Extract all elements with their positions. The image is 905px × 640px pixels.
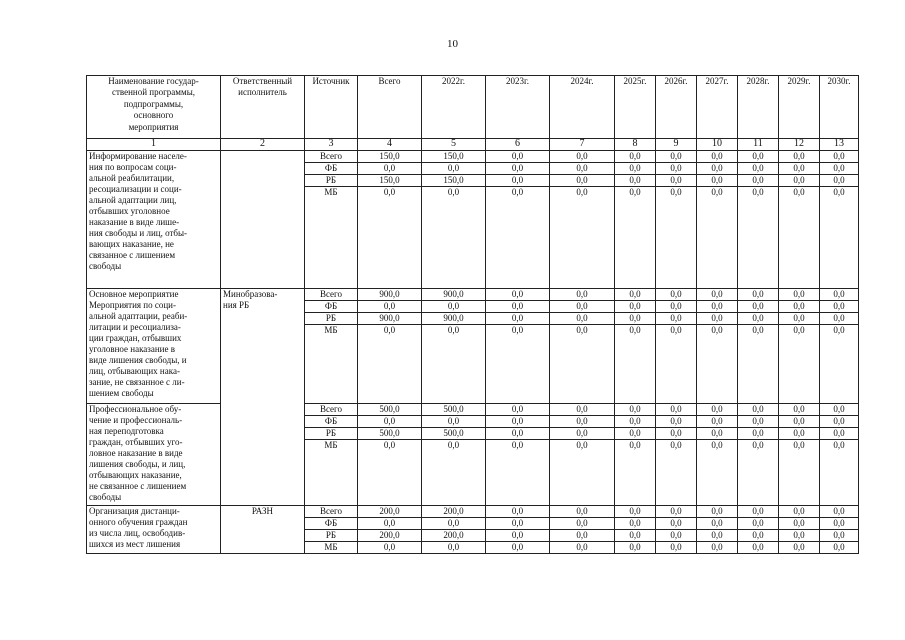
value-cell: 0,0 xyxy=(697,313,738,325)
value-cell: 0,0 xyxy=(358,440,422,506)
value-cell: 0,0 xyxy=(779,428,820,440)
column-number: 3 xyxy=(305,139,358,151)
value-cell: 0,0 xyxy=(422,518,486,530)
value-cell: 0,0 xyxy=(656,530,697,542)
value-cell: 0,0 xyxy=(738,416,779,428)
header-year: 2024г. xyxy=(550,76,615,139)
value-cell: 0,0 xyxy=(779,440,820,506)
header-name-line: ственной программы, xyxy=(111,87,195,98)
column-number: 1 xyxy=(87,139,221,151)
value-cell: 0,0 xyxy=(738,313,779,325)
value-cell: 150,0 xyxy=(358,151,422,163)
value-cell: 0,0 xyxy=(615,187,656,289)
value-cell: 0,0 xyxy=(486,416,550,428)
value-cell: 0,0 xyxy=(697,530,738,542)
value-cell: 0,0 xyxy=(697,404,738,416)
column-number: 6 xyxy=(486,139,550,151)
value-cell: 0,0 xyxy=(486,404,550,416)
value-cell: 0,0 xyxy=(550,404,615,416)
source-cell: ФБ xyxy=(305,301,358,313)
value-cell: 0,0 xyxy=(615,325,656,404)
value-cell: 0,0 xyxy=(550,530,615,542)
value-cell: 0,0 xyxy=(358,518,422,530)
header-responsible xyxy=(221,76,305,139)
header-year: 2028г. xyxy=(738,76,779,139)
column-number: 13 xyxy=(820,139,859,151)
value-cell: 0,0 xyxy=(697,440,738,506)
column-number: 5 xyxy=(422,139,486,151)
responsible-line: РАЗН xyxy=(251,506,274,516)
table-row xyxy=(87,151,859,163)
activity-name-line: литации и ресоциализа- xyxy=(89,322,181,332)
activity-name-line: шихся из мест лишения xyxy=(89,539,181,549)
value-cell: 0,0 xyxy=(779,416,820,428)
source-cell: РБ xyxy=(305,428,358,440)
value-cell: 0,0 xyxy=(738,325,779,404)
value-cell: 0,0 xyxy=(820,187,859,289)
source-cell: ФБ xyxy=(305,518,358,530)
value-cell: 150,0 xyxy=(422,175,486,187)
value-cell: 0,0 xyxy=(820,404,859,416)
value-cell: 0,0 xyxy=(422,163,486,175)
value-cell: 0,0 xyxy=(656,163,697,175)
column-number: 9 xyxy=(656,139,697,151)
value-cell: 0,0 xyxy=(550,313,615,325)
value-cell: 0,0 xyxy=(738,506,779,518)
value-cell: 0,0 xyxy=(820,428,859,440)
header-name-line: Наименование государ- xyxy=(108,76,199,86)
value-cell: 0,0 xyxy=(738,428,779,440)
header-row xyxy=(87,76,859,139)
value-cell: 0,0 xyxy=(615,416,656,428)
value-cell: 0,0 xyxy=(550,163,615,175)
value-cell: 0,0 xyxy=(779,404,820,416)
value-cell: 0,0 xyxy=(358,301,422,313)
value-cell: 0,0 xyxy=(738,175,779,187)
value-cell: 0,0 xyxy=(779,151,820,163)
value-cell: 0,0 xyxy=(697,151,738,163)
value-cell: 0,0 xyxy=(820,175,859,187)
value-cell: 0,0 xyxy=(550,428,615,440)
value-cell: 500,0 xyxy=(422,428,486,440)
value-cell: 0,0 xyxy=(615,289,656,301)
activity-name-line: ния по вопросам соци- xyxy=(89,162,177,172)
source-cell: МБ xyxy=(305,542,358,554)
value-cell: 0,0 xyxy=(820,542,859,554)
responsible-cell xyxy=(221,151,305,289)
value-cell: 0,0 xyxy=(550,506,615,518)
activity-name-line: Профессиональное обу- xyxy=(89,404,182,414)
value-cell: 0,0 xyxy=(656,289,697,301)
table-row xyxy=(87,506,859,518)
value-cell: 0,0 xyxy=(738,289,779,301)
value-cell: 0,0 xyxy=(422,301,486,313)
value-cell: 0,0 xyxy=(486,187,550,289)
value-cell: 0,0 xyxy=(550,175,615,187)
value-cell: 0,0 xyxy=(779,313,820,325)
column-number: 4 xyxy=(358,139,422,151)
activity-name-line: виде лишения свободы, и xyxy=(89,355,187,365)
value-cell: 0,0 xyxy=(550,289,615,301)
value-cell: 0,0 xyxy=(550,151,615,163)
source-cell: Всего xyxy=(305,506,358,518)
value-cell: 0,0 xyxy=(779,187,820,289)
value-cell: 0,0 xyxy=(738,530,779,542)
value-cell: 0,0 xyxy=(656,440,697,506)
value-cell: 0,0 xyxy=(656,325,697,404)
value-cell: 0,0 xyxy=(486,151,550,163)
value-cell: 0,0 xyxy=(486,313,550,325)
activity-name-line: свободы xyxy=(89,492,122,502)
value-cell: 0,0 xyxy=(697,289,738,301)
responsible-cell xyxy=(221,506,305,554)
activity-name-line: Мероприятия по соци- xyxy=(89,300,176,310)
value-cell: 0,0 xyxy=(615,428,656,440)
value-cell: 500,0 xyxy=(358,428,422,440)
responsible-line: ния РБ xyxy=(223,300,250,310)
header-name xyxy=(87,76,221,139)
value-cell: 0,0 xyxy=(550,440,615,506)
value-cell: 0,0 xyxy=(615,440,656,506)
value-cell: 0,0 xyxy=(779,518,820,530)
activity-name-cell xyxy=(87,289,221,404)
activity-name-line: связанное с лишением xyxy=(89,250,176,260)
value-cell: 0,0 xyxy=(615,151,656,163)
source-cell: РБ xyxy=(305,313,358,325)
value-cell: 0,0 xyxy=(820,416,859,428)
value-cell: 0,0 xyxy=(820,530,859,542)
activity-name-line: вающих наказание, не xyxy=(89,239,174,249)
value-cell: 0,0 xyxy=(656,151,697,163)
responsible-cell xyxy=(221,289,305,506)
value-cell: 0,0 xyxy=(738,542,779,554)
responsible-line: Минобразова- xyxy=(223,289,278,299)
value-cell: 0,0 xyxy=(820,313,859,325)
value-cell: 0,0 xyxy=(486,518,550,530)
value-cell: 0,0 xyxy=(422,325,486,404)
value-cell: 0,0 xyxy=(422,440,486,506)
value-cell: 0,0 xyxy=(486,530,550,542)
activity-name-cell xyxy=(87,506,221,554)
value-cell: 0,0 xyxy=(358,187,422,289)
value-cell: 0,0 xyxy=(656,404,697,416)
value-cell: 0,0 xyxy=(779,530,820,542)
value-cell: 0,0 xyxy=(486,289,550,301)
value-cell: 0,0 xyxy=(615,530,656,542)
value-cell: 0,0 xyxy=(738,440,779,506)
activity-name-line: ния свободы и лиц, отбы- xyxy=(89,228,188,238)
value-cell: 0,0 xyxy=(697,301,738,313)
activity-name-line: Организация дистанци- xyxy=(89,506,180,516)
header-year: 2022г. xyxy=(422,76,486,139)
value-cell: 150,0 xyxy=(358,175,422,187)
value-cell: 0,0 xyxy=(486,325,550,404)
value-cell: 0,0 xyxy=(656,187,697,289)
value-cell: 0,0 xyxy=(779,163,820,175)
value-cell: 0,0 xyxy=(697,187,738,289)
activity-name-cell xyxy=(87,404,221,506)
value-cell: 0,0 xyxy=(615,301,656,313)
value-cell: 0,0 xyxy=(422,187,486,289)
activity-name-line: лишения свободы, и лиц, xyxy=(89,459,186,469)
value-cell: 0,0 xyxy=(738,518,779,530)
activity-name-line: Основное мероприятие xyxy=(89,289,179,299)
value-cell: 0,0 xyxy=(820,151,859,163)
value-cell: 0,0 xyxy=(422,416,486,428)
value-cell: 0,0 xyxy=(358,163,422,175)
value-cell: 150,0 xyxy=(422,151,486,163)
activity-name-line: граждан, отбывших уго- xyxy=(89,437,183,447)
value-cell: 0,0 xyxy=(738,404,779,416)
activity-name-line: альной адаптации лиц, xyxy=(89,195,177,205)
value-cell: 0,0 xyxy=(779,289,820,301)
activity-name-line: ная переподготовка xyxy=(89,426,164,436)
value-cell: 0,0 xyxy=(656,428,697,440)
value-cell: 0,0 xyxy=(697,416,738,428)
column-number-row xyxy=(87,139,859,151)
activity-name-line: ресоциализации и соци- xyxy=(89,184,182,194)
activity-name-line: Информирование населе- xyxy=(89,151,187,161)
column-number: 11 xyxy=(738,139,779,151)
value-cell: 0,0 xyxy=(738,163,779,175)
value-cell: 0,0 xyxy=(550,187,615,289)
column-number: 12 xyxy=(779,139,820,151)
value-cell: 0,0 xyxy=(422,542,486,554)
value-cell: 0,0 xyxy=(358,416,422,428)
column-number: 8 xyxy=(615,139,656,151)
value-cell: 0,0 xyxy=(550,325,615,404)
activity-name-line: отбывших уголовное xyxy=(89,206,170,216)
value-cell: 0,0 xyxy=(615,163,656,175)
source-cell: РБ xyxy=(305,175,358,187)
activity-name-line: отбывающих наказание, xyxy=(89,470,182,480)
header-year: 2030г. xyxy=(820,76,859,139)
header-name-line: основного xyxy=(133,110,174,121)
value-cell: 0,0 xyxy=(697,428,738,440)
value-cell: 0,0 xyxy=(697,163,738,175)
source-cell: МБ xyxy=(305,440,358,506)
header-year: 2029г. xyxy=(779,76,820,139)
source-cell: ФБ xyxy=(305,416,358,428)
header-source: Источник xyxy=(305,76,358,139)
activity-name-line: уголовное наказание в xyxy=(89,344,175,354)
value-cell: 0,0 xyxy=(486,428,550,440)
value-cell: 0,0 xyxy=(615,518,656,530)
value-cell: 0,0 xyxy=(656,313,697,325)
value-cell: 0,0 xyxy=(656,301,697,313)
table-row xyxy=(87,404,859,416)
value-cell: 0,0 xyxy=(697,518,738,530)
activity-name-line: лиц, отбывающих нака- xyxy=(89,366,180,376)
value-cell: 900,0 xyxy=(358,313,422,325)
value-cell: 0,0 xyxy=(779,542,820,554)
value-cell: 0,0 xyxy=(656,175,697,187)
value-cell: 900,0 xyxy=(422,313,486,325)
value-cell: 0,0 xyxy=(820,163,859,175)
source-cell: Всего xyxy=(305,404,358,416)
activity-name-line: ловное наказание в виде xyxy=(89,448,183,458)
activity-name-line: альной реабилитации, xyxy=(89,173,175,183)
value-cell: 200,0 xyxy=(358,530,422,542)
value-cell: 0,0 xyxy=(656,416,697,428)
value-cell: 0,0 xyxy=(656,506,697,518)
activity-name-line: зание, не связанное с ли- xyxy=(89,377,185,387)
header-year: 2026г. xyxy=(656,76,697,139)
value-cell: 0,0 xyxy=(486,440,550,506)
value-cell: 0,0 xyxy=(738,151,779,163)
value-cell: 0,0 xyxy=(486,542,550,554)
value-cell: 0,0 xyxy=(779,325,820,404)
table-row xyxy=(87,289,859,301)
value-cell: 500,0 xyxy=(358,404,422,416)
page-number: 10 xyxy=(447,38,458,50)
value-cell: 0,0 xyxy=(615,542,656,554)
header-total: Всего xyxy=(358,76,422,139)
value-cell: 900,0 xyxy=(358,289,422,301)
source-cell: Всего xyxy=(305,151,358,163)
value-cell: 0,0 xyxy=(697,506,738,518)
header-responsible-line: исполнитель xyxy=(238,87,287,98)
activity-name-line: альной адаптации, реаби- xyxy=(89,311,188,321)
value-cell: 500,0 xyxy=(422,404,486,416)
value-cell: 0,0 xyxy=(697,175,738,187)
value-cell: 0,0 xyxy=(820,440,859,506)
source-cell: ФБ xyxy=(305,163,358,175)
header-responsible-line: Ответственный xyxy=(232,76,293,86)
value-cell: 0,0 xyxy=(358,325,422,404)
value-cell: 0,0 xyxy=(656,542,697,554)
budget-table xyxy=(86,75,859,554)
value-cell: 0,0 xyxy=(486,163,550,175)
activity-name-line: ции граждан, отбывших xyxy=(89,333,182,343)
source-cell: РБ xyxy=(305,530,358,542)
activity-name-line: не связанное с лишением xyxy=(89,481,187,491)
value-cell: 0,0 xyxy=(820,325,859,404)
value-cell: 0,0 xyxy=(820,518,859,530)
value-cell: 200,0 xyxy=(422,530,486,542)
value-cell: 0,0 xyxy=(615,404,656,416)
column-number: 10 xyxy=(697,139,738,151)
activity-name-line: шением свободы xyxy=(89,388,154,398)
value-cell: 0,0 xyxy=(486,301,550,313)
value-cell: 0,0 xyxy=(486,175,550,187)
source-cell: Всего xyxy=(305,289,358,301)
value-cell: 0,0 xyxy=(615,313,656,325)
value-cell: 0,0 xyxy=(615,175,656,187)
activity-name-line: из числа лиц, освободив- xyxy=(89,528,186,538)
value-cell: 0,0 xyxy=(779,506,820,518)
activity-name-line: свободы xyxy=(89,261,122,271)
column-number: 7 xyxy=(550,139,615,151)
header-year: 2027г. xyxy=(697,76,738,139)
value-cell: 0,0 xyxy=(550,301,615,313)
header-name-line: мероприятия xyxy=(128,121,179,132)
column-number: 2 xyxy=(221,139,305,151)
value-cell: 0,0 xyxy=(697,325,738,404)
header-name-line: подпрограммы, xyxy=(123,98,184,109)
value-cell: 0,0 xyxy=(550,416,615,428)
activity-name-line: наказание в виде лише- xyxy=(89,217,180,227)
table-body xyxy=(87,151,859,554)
value-cell: 0,0 xyxy=(358,542,422,554)
source-cell: МБ xyxy=(305,187,358,289)
value-cell: 0,0 xyxy=(486,506,550,518)
value-cell: 0,0 xyxy=(615,506,656,518)
activity-name-line: чение и профессиональ- xyxy=(89,415,183,425)
value-cell: 900,0 xyxy=(422,289,486,301)
value-cell: 0,0 xyxy=(697,542,738,554)
value-cell: 0,0 xyxy=(820,289,859,301)
value-cell: 0,0 xyxy=(738,187,779,289)
value-cell: 0,0 xyxy=(550,542,615,554)
value-cell: 0,0 xyxy=(550,518,615,530)
header-year: 2025г. xyxy=(615,76,656,139)
value-cell: 200,0 xyxy=(358,506,422,518)
value-cell: 0,0 xyxy=(779,301,820,313)
header-year: 2023г. xyxy=(486,76,550,139)
value-cell: 200,0 xyxy=(422,506,486,518)
value-cell: 0,0 xyxy=(820,506,859,518)
value-cell: 0,0 xyxy=(820,301,859,313)
activity-name-cell xyxy=(87,151,221,289)
source-cell: МБ xyxy=(305,325,358,404)
value-cell: 0,0 xyxy=(738,301,779,313)
value-cell: 0,0 xyxy=(779,175,820,187)
value-cell: 0,0 xyxy=(656,518,697,530)
activity-name-line: онного обучения граждан xyxy=(89,517,188,527)
